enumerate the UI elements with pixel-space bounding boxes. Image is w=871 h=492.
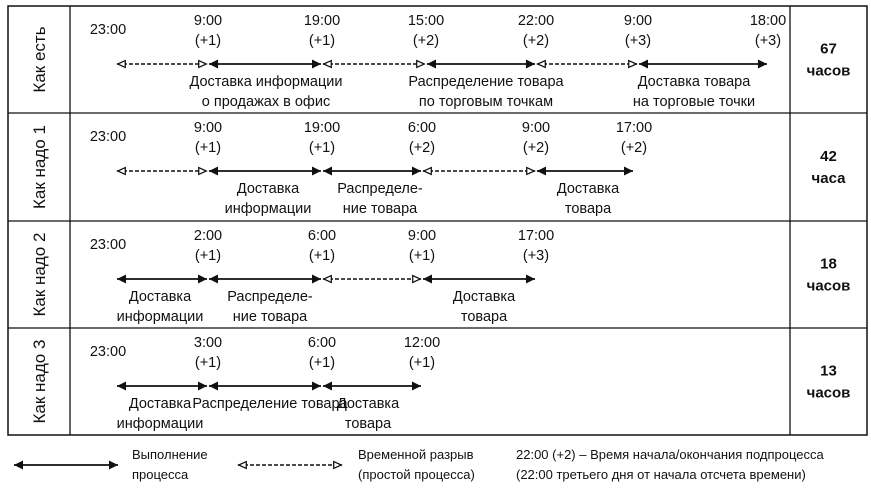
total-duration-value: 18 bbox=[820, 255, 837, 273]
time-point-label: 17:00 bbox=[615, 120, 653, 136]
segment-label: Доставка bbox=[128, 289, 192, 305]
total-duration-unit: часов bbox=[806, 62, 851, 80]
segment-label: Распределение товара bbox=[192, 396, 348, 412]
total-duration-unit: часа bbox=[811, 170, 846, 187]
time-point-label: 19:00 bbox=[303, 120, 341, 136]
day-offset-label: (+2) bbox=[408, 140, 436, 156]
time-point-label: 6:00 bbox=[407, 120, 437, 136]
segment-label: товара bbox=[460, 309, 508, 325]
legend-notation-text: (22:00 третьего дня от начала отсчета времени) bbox=[516, 467, 806, 482]
start-time-label: 23:00 bbox=[89, 237, 127, 253]
time-point-label: 9:00 bbox=[193, 13, 223, 29]
segment-label: ние товара bbox=[342, 201, 418, 217]
time-point-label: 6:00 bbox=[307, 335, 337, 351]
time-point-label: 3:00 bbox=[193, 335, 223, 351]
row-title: Как надо 3 bbox=[30, 339, 49, 424]
timeline-row bbox=[30, 335, 850, 432]
day-offset-label: (+1) bbox=[194, 140, 222, 156]
timeline-row bbox=[30, 228, 850, 325]
segment-label: на торговые точки bbox=[632, 94, 756, 110]
time-point-label: 15:00 bbox=[407, 13, 445, 29]
segment-label: информации bbox=[224, 201, 312, 217]
time-point-label: 6:00 bbox=[307, 228, 337, 244]
segment-label: по торговым точкам bbox=[418, 94, 554, 110]
segment-label: о продажах в офис bbox=[201, 94, 331, 110]
day-offset-label: (+2) bbox=[522, 140, 550, 156]
segment-label: Распределение товара bbox=[408, 74, 564, 90]
day-offset-label: (+1) bbox=[408, 248, 436, 264]
segment-label: информации bbox=[116, 309, 204, 325]
segment-label: Доставка товара bbox=[637, 74, 751, 90]
time-point-label: 9:00 bbox=[407, 228, 437, 244]
day-offset-label: (+1) bbox=[308, 33, 336, 49]
legend-process-text: процесса bbox=[132, 467, 189, 482]
segment-label: Доставка bbox=[336, 396, 400, 412]
time-point-label: 9:00 bbox=[623, 13, 653, 29]
day-offset-label: (+3) bbox=[522, 248, 550, 264]
total-duration-value: 67 bbox=[820, 40, 837, 58]
segment-label: Распределе- bbox=[337, 181, 423, 197]
legend-notation-text: 22:00 (+2) – Время начала/окончания подпроцесса bbox=[516, 447, 824, 462]
time-point-label: 9:00 bbox=[521, 120, 551, 136]
total-duration-value: 13 bbox=[820, 362, 837, 380]
day-offset-label: (+1) bbox=[194, 355, 222, 371]
segment-label: ние товара bbox=[232, 309, 308, 325]
start-time-label: 23:00 bbox=[89, 129, 127, 145]
segment-label: Доставка bbox=[128, 396, 192, 412]
total-duration-value: 42 bbox=[820, 148, 837, 165]
legend bbox=[14, 447, 825, 482]
time-point-label: 22:00 bbox=[517, 13, 555, 29]
time-point-label: 12:00 bbox=[403, 335, 441, 351]
start-time-label: 23:00 bbox=[89, 22, 127, 38]
day-offset-label: (+3) bbox=[754, 33, 782, 49]
legend-process-text: Выполнение bbox=[132, 447, 208, 462]
timeline-rows bbox=[30, 13, 850, 432]
day-offset-label: (+1) bbox=[408, 355, 436, 371]
segment-label: информации bbox=[116, 416, 204, 432]
day-offset-label: (+1) bbox=[194, 33, 222, 49]
day-offset-label: (+1) bbox=[308, 355, 336, 371]
segment-label: Доставка bbox=[556, 181, 620, 197]
row-title: Как надо 1 bbox=[30, 125, 49, 209]
start-time-label: 23:00 bbox=[89, 344, 127, 360]
time-point-label: 18:00 bbox=[749, 13, 787, 29]
day-offset-label: (+1) bbox=[308, 248, 336, 264]
time-point-label: 2:00 bbox=[193, 228, 223, 244]
day-offset-label: (+1) bbox=[194, 248, 222, 264]
time-point-label: 9:00 bbox=[193, 120, 223, 136]
segment-label: Доставка bbox=[236, 181, 300, 197]
day-offset-label: (+1) bbox=[308, 140, 336, 156]
total-duration-unit: часов bbox=[806, 384, 851, 402]
day-offset-label: (+2) bbox=[620, 140, 648, 156]
legend-gap-text: Временной разрыв bbox=[358, 447, 474, 462]
time-point-label: 19:00 bbox=[303, 13, 341, 29]
time-point-label: 17:00 bbox=[517, 228, 555, 244]
legend-gap-text: (простой процесса) bbox=[358, 467, 475, 482]
row-title: Как есть bbox=[30, 26, 49, 93]
segment-label: товара bbox=[564, 201, 612, 217]
segment-label: Доставка bbox=[452, 289, 516, 305]
row-title: Как надо 2 bbox=[30, 232, 49, 317]
timeline-row bbox=[30, 120, 846, 217]
total-duration-unit: часов bbox=[806, 277, 851, 295]
segment-label: Распределе- bbox=[227, 289, 313, 305]
segment-label: Доставка информации bbox=[189, 74, 343, 90]
timeline-row bbox=[30, 13, 850, 110]
day-offset-label: (+2) bbox=[522, 33, 550, 49]
day-offset-label: (+3) bbox=[624, 33, 652, 49]
segment-label: товара bbox=[344, 416, 392, 432]
day-offset-label: (+2) bbox=[412, 33, 440, 49]
table-frame bbox=[8, 6, 867, 435]
